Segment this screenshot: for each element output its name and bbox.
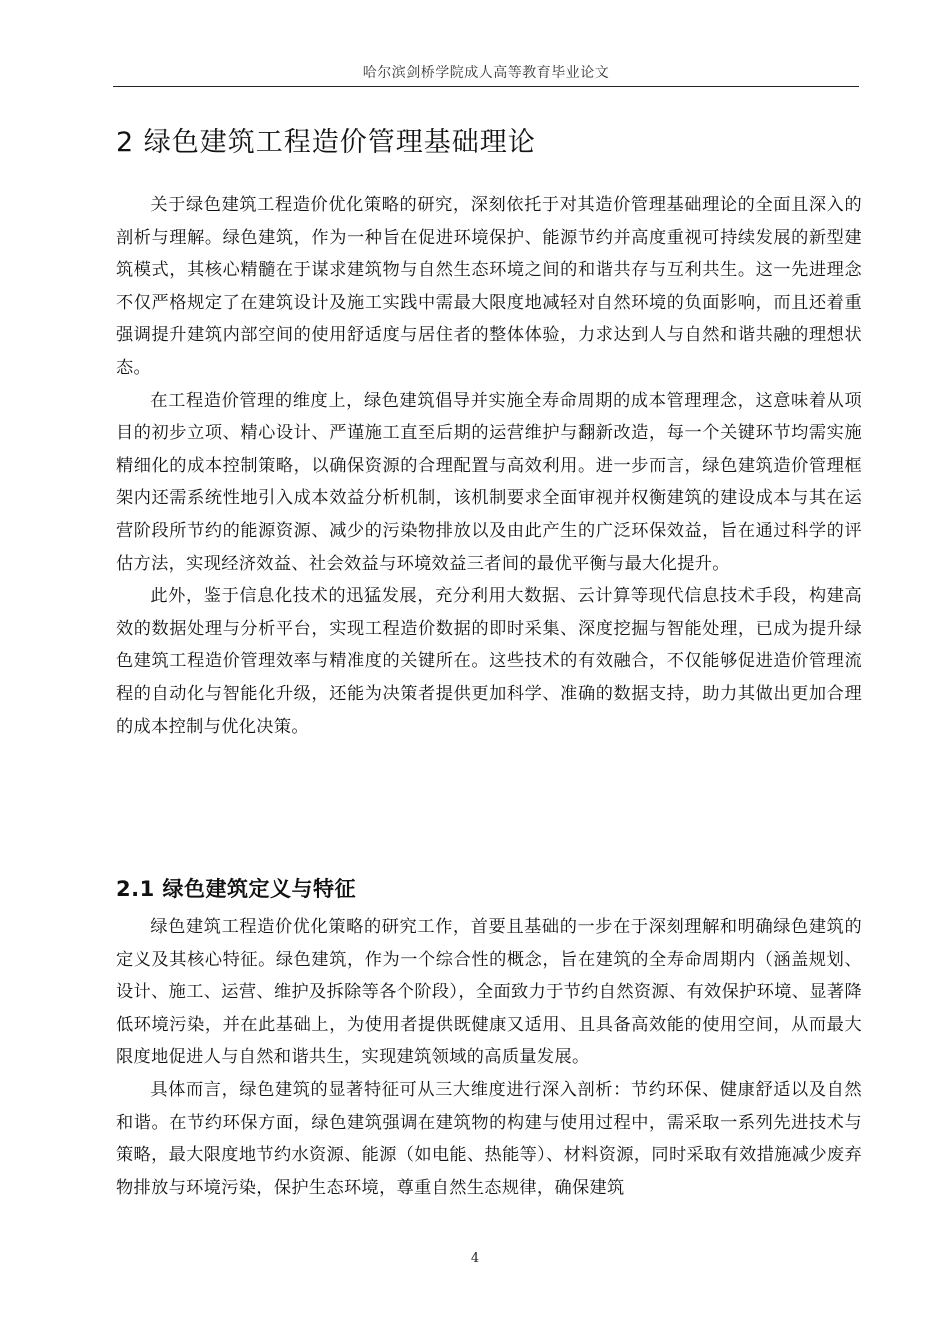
paragraph: 绿色建筑工程造价优化策略的研究工作，首要且基础的一步在于深刻理解和明确绿色建筑的定义及其核心特征。绿色建筑，作为一个综合性的概念，旨在建筑的全寿命周期内（涵盖规划、设计、施工、运营、维护及拆除等各个阶段），全面致力于节约自然资源、有效保护环境、显著降低环境污染，并在此基础上，为使用者提供既健康又适用、且具备高效能的使用空间，从而最大限度地促进人与自然和谐共生，实现建筑领域的高质量发展。 <box>116 917 862 1068</box>
paragraph: 在工程造价管理的维度上，绿色建筑倡导并实施全寿命周期的成本管理理念，这意味着从项目的初步立项、精心设计、严谨施工直至后期的运营维护与翻新改造，每一个关键环节均需实施精细化的成本控制策略，以确保资源的合理配置与高效利用。进一步而言，绿色建筑造价管理框架内还需系统性地引入成本效益分析机制，该机制要求全面审视并权衡建筑的建设成本与其在运营阶段所节约的能源资源、减少的污染物排放以及由此产生的广泛环保效益，旨在通过科学的评估方法，实现经济效益、社会效益与环境效益三者间的最优平衡与最大化提升。 <box>116 390 862 574</box>
running-header: 哈尔滨剑桥学院成人高等教育毕业论文 <box>362 65 610 81</box>
header-divider <box>113 86 859 87</box>
chapter-title: 2 绿色建筑工程造价管理基础理论 <box>116 127 536 158</box>
section-title: 2.1 绿色建筑定义与特征 <box>116 877 357 901</box>
paragraph: 此外，鉴于信息化技术的迅猛发展，充分利用大数据、云计算等现代信息技术手段，构建高效的数据处理与分析平台，实现工程造价数据的即时采集、深度挖掘与智能处理，已成为提升绿色建筑工程造价管理效率与精准度的关键所在。这些技术的有效融合，不仅能够促进造价管理流程的自动化与智能化升级，还能为决策者提供更加科学、准确的数据支持，助力其做出更加合理的成本控制与优化决策。 <box>116 586 862 737</box>
chapter-body <box>116 189 862 743</box>
section-body <box>116 911 862 1204</box>
page-number: 4 <box>470 1251 480 1266</box>
paragraph: 关于绿色建筑工程造价优化策略的研究，深刻依托于对其造价管理基础理论的全面且深入的剖析与理解。绿色建筑，作为一种旨在促进环境保护、能源节约并高度重视可持续发展的新型建筑模式，其核心精髓在于谋求建筑物与自然生态环境之间的和谐共存与互利共生。这一先进理念不仅严格规定了在建筑设计及施工实践中需最大限度地减轻对自然环境的负面影响，而且还着重强调提升建筑内部空间的使用舒适度与居住者的整体体验，力求达到人与自然和谐共融的理想状态。 <box>116 195 862 378</box>
paragraph: 具体而言，绿色建筑的显著特征可从三大维度进行深入剖析：节约环保、健康舒适以及自然和谐。在节约环保方面，绿色建筑强调在建筑物的构建与使用过程中，需采取一系列先进技术与策略，最大限度地节约水资源、能源（如电能、热能等）、材料资源，同时采取有效措施减少废弃物排放与环境污染，保护生态环境，尊重自然生态规律，确保建筑 <box>116 1079 862 1198</box>
